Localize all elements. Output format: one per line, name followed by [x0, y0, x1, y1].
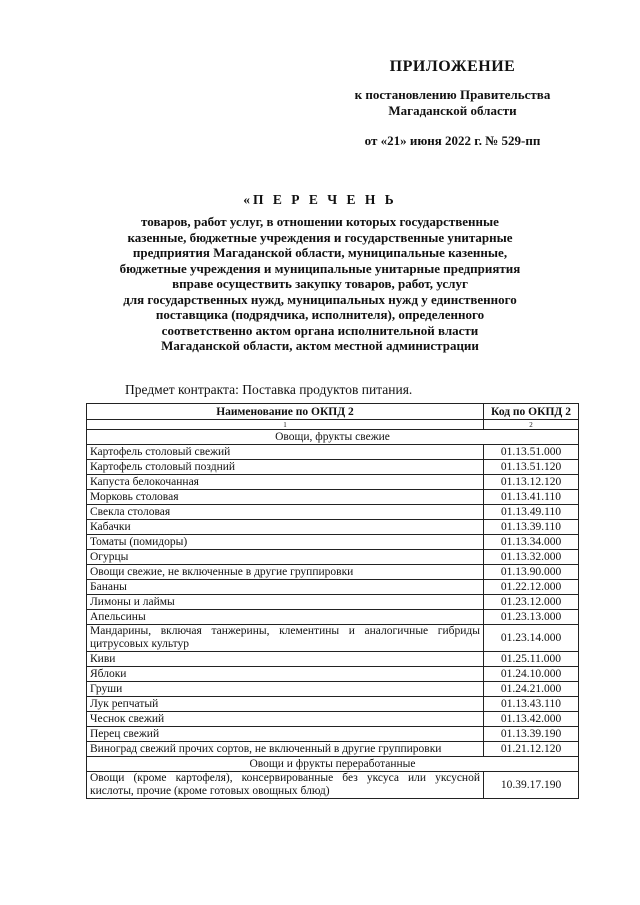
header-code: Код по ОКПД 2 [484, 404, 579, 420]
header-name: Наименование по ОКПД 2 [87, 404, 484, 420]
table-row [87, 550, 579, 565]
table-row [87, 445, 579, 460]
table-row [87, 520, 579, 535]
item-name: Лук репчатый [87, 697, 484, 712]
item-code: 10.39.17.190 [484, 772, 579, 799]
item-name: Огурцы [87, 550, 484, 565]
list-description-line: поставщика (подрядчика, исполнителя), определенного [155, 307, 485, 322]
appendix-block [330, 58, 575, 149]
item-code: 01.23.12.000 [484, 595, 579, 610]
item-name: Овощи (кроме картофеля), консервированные без уксуса или уксусной кислоты, прочие (кроме готовых овощных блюд) [87, 772, 484, 799]
appendix-title: ПРИЛОЖЕНИЕ [389, 58, 516, 75]
list-description-line: товаров, работ услуг, в отношении которых государственные [141, 214, 499, 229]
table-row [87, 742, 579, 757]
table-row [87, 460, 579, 475]
table-row [87, 580, 579, 595]
item-name: Чеснок свежий [87, 712, 484, 727]
list-title: «П Е Р Е Ч Е Н Ь [243, 192, 397, 207]
list-description-line: казенные, бюджетные учреждения и государственные унитарные [127, 229, 513, 245]
table-row [87, 535, 579, 550]
item-name: Свекла столовая [87, 505, 484, 520]
appendix-line-2: Магаданской области [388, 103, 517, 118]
item-code: 01.23.14.000 [484, 625, 579, 652]
item-name: Картофель столовый поздний [87, 460, 484, 475]
list-description-line: для государственных нужд, муниципальных нужд у единственного [123, 291, 517, 307]
item-name: Морковь столовая [87, 490, 484, 505]
appendix-date: от «21» июня 2022 г. № 529-пп [364, 133, 541, 148]
item-code: 01.13.34.000 [484, 535, 579, 550]
item-name: Капуста белокочанная [87, 475, 484, 490]
section-title: Овощи, фрукты свежие [87, 430, 579, 445]
item-name: Киви [87, 652, 484, 667]
item-code: 01.13.39.190 [484, 727, 579, 742]
list-description-line: предприятия Магаданской области, муниципальные казенные, [132, 245, 508, 260]
table-row [87, 652, 579, 667]
item-code: 01.13.41.110 [484, 490, 579, 505]
table-row [87, 667, 579, 682]
list-description-line: Магаданской области, актом местной администрации [161, 338, 479, 353]
appendix-line-1: к постановлению Правительства [354, 87, 551, 102]
item-code: 01.21.12.120 [484, 742, 579, 757]
item-code: 01.13.51.120 [484, 460, 579, 475]
section-row [87, 757, 579, 772]
table-row [87, 505, 579, 520]
table-row [87, 682, 579, 697]
item-name: Картофель столовый свежий [87, 445, 484, 460]
item-code: 01.13.12.120 [484, 475, 579, 490]
table-row [87, 697, 579, 712]
table-row [87, 490, 579, 505]
item-code: 01.25.11.000 [484, 652, 579, 667]
item-name: Груши [87, 682, 484, 697]
item-code: 01.23.13.000 [484, 610, 579, 625]
column-number-1: 1 [87, 420, 484, 430]
item-code: 01.13.32.000 [484, 550, 579, 565]
item-name: Бананы [87, 580, 484, 595]
table-row [87, 610, 579, 625]
item-name: Перец свежий [87, 727, 484, 742]
item-code: 01.13.49.110 [484, 505, 579, 520]
table-header-row [87, 404, 579, 420]
section-row [87, 430, 579, 445]
item-code: 01.24.10.000 [484, 667, 579, 682]
table-row [87, 595, 579, 610]
table-row [87, 712, 579, 727]
item-code: 01.13.90.000 [484, 565, 579, 580]
table-row [87, 772, 579, 799]
item-code: 01.13.42.000 [484, 712, 579, 727]
okpd-table [86, 403, 579, 799]
table-row [87, 625, 579, 652]
section-title: Овощи и фрукты переработанные [87, 757, 579, 772]
item-name: Мандарины, включая танжерины, клементины и аналогичные гибриды цитрусовых культур [87, 625, 484, 652]
item-name: Кабачки [87, 520, 484, 535]
item-name: Томаты (помидоры) [87, 535, 484, 550]
item-name: Лимоны и лаймы [87, 595, 484, 610]
table-row [87, 565, 579, 580]
list-description-line: бюджетные учреждения и муниципальные унитарные предприятия [119, 260, 521, 276]
list-description-line: вправе осуществить закупку товаров, работ, услуг [172, 276, 468, 291]
column-number-2: 2 [484, 420, 579, 430]
item-name: Апельсины [87, 610, 484, 625]
item-name: Виноград свежий прочих сортов, не включенный в другие группировки [87, 742, 484, 757]
item-code: 01.24.21.000 [484, 682, 579, 697]
item-name: Овощи свежие, не включенные в другие группировки [87, 565, 484, 580]
item-code: 01.22.12.000 [484, 580, 579, 595]
item-code: 01.13.51.000 [484, 445, 579, 460]
list-description-line: соответственно актом органа исполнительной власти [161, 322, 479, 338]
table-row [87, 475, 579, 490]
list-description [80, 214, 560, 354]
table-row [87, 727, 579, 742]
item-name: Яблоки [87, 667, 484, 682]
item-code: 01.13.39.110 [484, 520, 579, 535]
contract-subject: Предмет контракта: Поставка продуктов питания. [125, 382, 413, 397]
column-number-row [87, 420, 579, 430]
item-code: 01.13.43.110 [484, 697, 579, 712]
